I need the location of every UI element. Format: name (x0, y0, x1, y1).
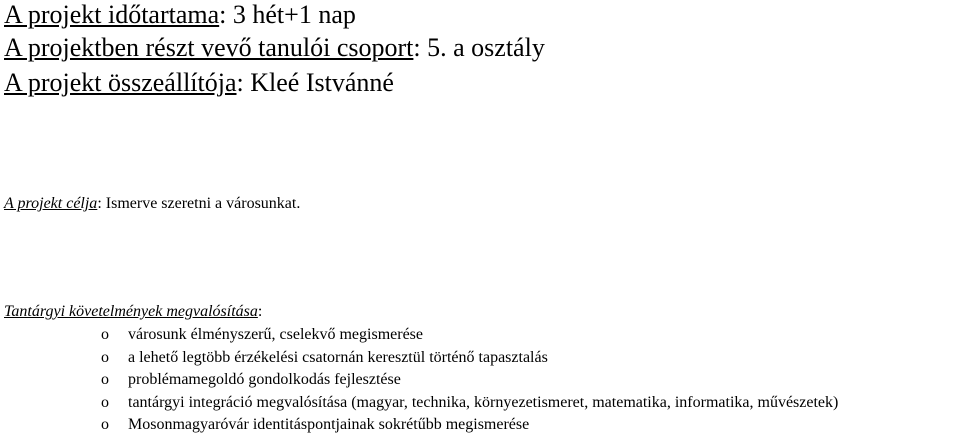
list-item-text: tantárgyi integráció megvalósítása (magyar, technika, környezetismeret, matematika, informatika, művészetek) (128, 393, 839, 411)
bullet-circle-icon: o (101, 393, 109, 411)
project-duration-value: : 3 hét+1 nap (219, 0, 356, 29)
list-item-text: városunk élményszerű, cselekvő megismerése (128, 326, 424, 343)
project-author-line (4, 68, 394, 98)
project-goal-line (4, 194, 300, 214)
bullet-circle-icon: o (101, 326, 109, 343)
list-item-text: problémamegoldó gondolkodás fejlesztése (128, 371, 401, 389)
requirements-label: Tantárgyi követelmények megvalósítása (4, 303, 258, 320)
project-duration-label: A projekt időtartama (4, 0, 220, 29)
requirements-colon: : (257, 303, 263, 320)
project-author-value: : Kleé Istvánné (236, 68, 394, 97)
list-item-text: Mosonmagyaróvár identitáspontjainak sokrétűbb megismerése (128, 416, 530, 434)
bullet-circle-icon: o (101, 416, 109, 434)
project-duration-line (4, 0, 356, 30)
bullet-circle-icon: o (101, 348, 109, 366)
requirements-heading (4, 302, 262, 322)
project-author-label: A projekt összeállítója (4, 68, 237, 97)
student-group-label: A projektben részt vevő tanulói csoport (4, 33, 414, 62)
project-goal-label: A projekt célja (4, 195, 98, 212)
student-group-value: : 5. a osztály (413, 33, 545, 62)
student-group-line (4, 33, 545, 63)
bullet-circle-icon: o (101, 371, 109, 389)
list-item-text: a lehető legtöbb érzékelési csatornán keresztül történő tapasztalás (128, 348, 548, 366)
project-goal-value: : Ismerve szeretni a városunkat. (97, 195, 301, 212)
